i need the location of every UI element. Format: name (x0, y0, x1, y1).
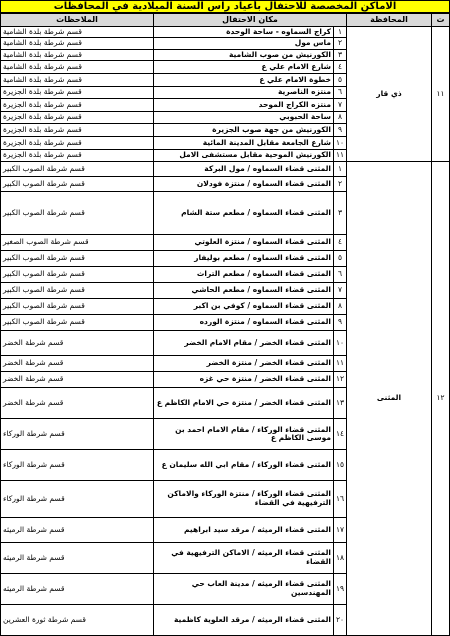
celebration-place: المثنى قضاء الخضر / منتزة الخضر (154, 356, 334, 372)
celebration-place: الكورنيش من جهة صوب الجزيرة (154, 124, 334, 137)
row-index: ١٩ (334, 573, 347, 604)
police-section-note: قسم شرطة الصوب الكبير (1, 250, 154, 266)
row-index: ٧ (334, 99, 347, 112)
police-section-note: قسم شرطة بلدة الشامية (1, 61, 154, 74)
celebration-place: المثنى قضاء السماوه / مطعم الحاشي (154, 282, 334, 298)
table-header-row (1, 14, 450, 27)
police-section-note: قسم شرطة الصوب الكبير (1, 314, 154, 330)
police-section-note: قسم شرطة الصوب الكبير (1, 298, 154, 314)
police-section-note: قسم شرطة الصوب الكبير (1, 192, 154, 234)
header-no: ت (432, 14, 450, 27)
row-index: ١٦ (334, 480, 347, 517)
row-index: ١٤ (334, 419, 347, 450)
row-index: ١٨ (334, 542, 347, 573)
group-number: ١١ (432, 27, 450, 162)
police-section-note: قسم شرطة الصوب الكبير (1, 282, 154, 298)
police-section-note: قسم شرطة الوركاء (1, 450, 154, 481)
police-section-note: قسم شرطة الوركاء (1, 419, 154, 450)
row-index: ٦ (334, 86, 347, 99)
row-index: ١ (334, 162, 347, 177)
celebration-place: المثنى قضاء السماوه / مطعم التراث (154, 266, 334, 282)
header-place: مكان الاحتفال (154, 14, 347, 27)
row-index: ٨ (334, 111, 347, 124)
celebration-place: المثنى قضاء الرميثه / الاماكن الترفيهية في القضاء (154, 542, 334, 573)
celebration-place: كراج السماوه - ساحة الوحدة (154, 27, 334, 38)
police-section-note: قسم شرطة بلدة الجزيرة (1, 111, 154, 124)
police-section-note: قسم شرطة بلدة الجزيرة (1, 99, 154, 112)
police-section-note: قسم شرطة بلدة الجزيرة (1, 124, 154, 137)
celebration-place: المثنى قضاء الرميثه / مرقد سيد ابراهيم (154, 517, 334, 542)
celebration-place: المثنى قضاء السماوه / كوفي بن اكبر (154, 298, 334, 314)
row-index: ٥ (334, 74, 347, 87)
row-index: ١٠ (334, 330, 347, 355)
row-index: ٩ (334, 124, 347, 137)
police-section-note: قسم شرطة الرميثه (1, 573, 154, 604)
row-index: ٢ (334, 38, 347, 49)
celebration-place: ماس مول (154, 38, 334, 49)
row-index: ٧ (334, 282, 347, 298)
police-section-note: قسم شرطة الصوب الصغير (1, 234, 154, 250)
row-index: ١٥ (334, 450, 347, 481)
celebration-place: شارع الجامعة مقابل المدينة المائية (154, 137, 334, 150)
row-index: ٨ (334, 298, 347, 314)
police-section-note: قسم شرطة الخضر (1, 330, 154, 355)
celebration-place: ساحة الحبوبي (154, 111, 334, 124)
celebration-place: المثنى قضاء السماوه / منتزة فودلان (154, 177, 334, 192)
celebration-place: المثنى قضاء الوركاء / مقام الامام احمد بن موسى الكاظم ع (154, 419, 334, 450)
celebration-place: المثنى قضاء الوركاء / منتزة الوركاء والاماكن الترفيهية في القضاء (154, 480, 334, 517)
celebration-place: المثنى قضاء السماوه / مطعم ستة الشام (154, 192, 334, 234)
celebration-place: منتزه الناصرية (154, 86, 334, 99)
row-index: ٦ (334, 266, 347, 282)
police-section-note: قسم شرطة الخضر (1, 388, 154, 419)
police-section-note: قسم شرطة الرميثه (1, 517, 154, 542)
celebration-place: المثنى قضاء السماوه / منتزة الورده (154, 314, 334, 330)
celebration-place: منتزه الكراج الموحد (154, 99, 334, 112)
celebration-place: خطوة الامام علي ع (154, 74, 334, 87)
celebration-place: المثنى قضاء الرميثه / مرقد العلوية كاظمية (154, 604, 334, 635)
table-row (1, 162, 450, 177)
row-index: ٩ (334, 314, 347, 330)
police-section-note: قسم شرطة بلدة الجزيرة (1, 149, 154, 162)
celebration-place: المثنى قضاء السماوه / منتزة العلوتي (154, 234, 334, 250)
row-index: ١١ (334, 356, 347, 372)
table-row (1, 27, 450, 38)
celebration-place: المثنى قضاء الرميثه / مدينة العاب حي المهندسين (154, 573, 334, 604)
police-section-note: قسم شرطة الصوب الكبير (1, 177, 154, 192)
header-notes: الملاحظات (1, 14, 154, 27)
police-section-note: قسم شرطة ثورة العشرين (1, 604, 154, 635)
police-section-note: قسم شرطة الخضر (1, 356, 154, 372)
police-section-note: قسم شرطة بلدة الشامية (1, 38, 154, 49)
governorate-name: المثنى (347, 162, 432, 636)
table-body (1, 27, 450, 636)
row-index: ١١ (334, 149, 347, 162)
row-index: ٤ (334, 234, 347, 250)
header-governorate: المحافظة (347, 14, 432, 27)
celebration-places-table (0, 13, 450, 636)
celebration-place: الكورنيش الموحية مقابل مستشفى الامل (154, 149, 334, 162)
row-index: ١٠ (334, 137, 347, 150)
police-section-note: قسم شرطة بلدة الشامية (1, 49, 154, 60)
police-section-note: قسم شرطة بلدة الشامية (1, 27, 154, 38)
police-section-note: قسم شرطة الرميثه (1, 542, 154, 573)
governorate-name: ذي قار (347, 27, 432, 162)
group-number: ١٢ (432, 162, 450, 636)
row-index: ١٣ (334, 388, 347, 419)
celebration-place: المثنى قضاء الخضر / منتزة حي الامام الكاظم ع (154, 388, 334, 419)
police-section-note: قسم شرطة الخضر (1, 372, 154, 388)
row-index: ٥ (334, 250, 347, 266)
row-index: ١٧ (334, 517, 347, 542)
police-section-note: قسم شرطة بلدة الجزيرة (1, 137, 154, 150)
police-section-note: قسم شرطة الصوب الكبير (1, 162, 154, 177)
celebration-place: الكورنيش من صوب الشامية (154, 49, 334, 60)
celebration-place: المثنى قضاء الخضر / مقام الامام الخضر (154, 330, 334, 355)
row-index: ١ (334, 27, 347, 38)
police-section-note: قسم شرطة الوركاء (1, 480, 154, 517)
row-index: ٣ (334, 192, 347, 234)
celebration-place: المثنى قضاء السماوه / مول البركة (154, 162, 334, 177)
celebration-place: المثنى قضاء الوركاء / مقام ابي الله سليمان ع (154, 450, 334, 481)
celebration-place: المثنى قضاء الخضر / منتزة حي غزه (154, 372, 334, 388)
row-index: ٢٠ (334, 604, 347, 635)
row-index: ٢ (334, 177, 347, 192)
document-title: الاماكن المخصصة للاحتفال بأعياد راس السنة الميلادية في المحافظات (0, 0, 450, 13)
celebration-place: المثنى قضاء السماوه / مطعم بوليفار (154, 250, 334, 266)
row-index: ٣ (334, 49, 347, 60)
police-section-note: قسم شرطة بلدة الشامية (1, 74, 154, 87)
police-section-note: قسم شرطة الصوب الكبير (1, 266, 154, 282)
celebration-place: شارع الامام علي ع (154, 61, 334, 74)
police-section-note: قسم شرطة بلدة الجزيرة (1, 86, 154, 99)
row-index: ٤ (334, 61, 347, 74)
row-index: ١٢ (334, 372, 347, 388)
